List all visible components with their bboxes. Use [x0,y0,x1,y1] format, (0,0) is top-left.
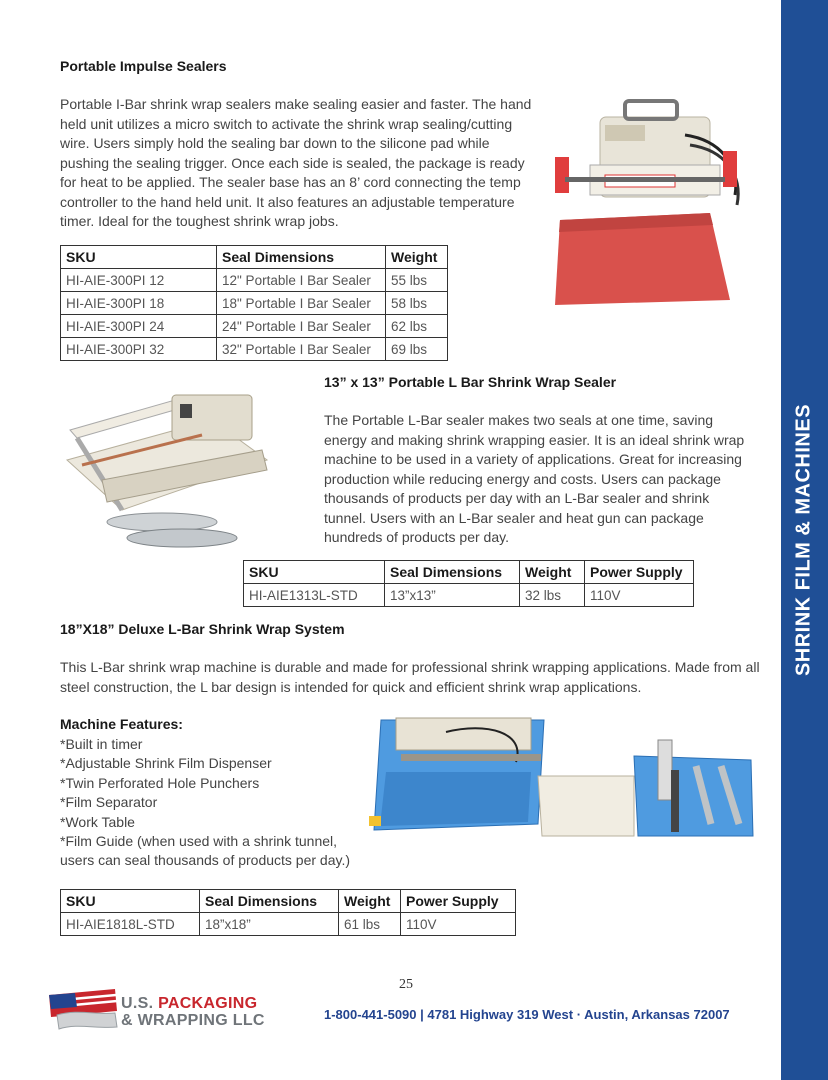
footer-contact: 1-800-441-5090 | 4781 Highway 319 West · Austin, Arkansas 72007 [324,1007,730,1022]
table-cell: 55 lbs [386,269,448,292]
table-row [244,584,694,607]
table-row [61,269,448,292]
table-header: SKU [61,246,217,269]
section-paragraph: This L-Bar shrink wrap machine is durable and made for professional shrink wrapping applications. Made from all steel construction, the L bar design is intended for quick and efficient shrink wrap applications. [60,659,760,695]
table-header: Power Supply [401,890,516,913]
logo-text-us: U.S. [121,995,159,1012]
list-item: *Film Separator [60,794,158,811]
section-paragraph: Portable I-Bar shrink wrap sealers make sealing easier and faster. The hand held unit utilizes a micro switch to activate the shrink wrap sealing/cutting wire. Users simply hold the sealing bar down to the silicone pad while pushing the sealing trigger. Once each side is sealed, the package is ready for heat to be applied. The sealer base has an 8’ cord connecting the temp controller to the hand held unit. It also features an adjustable temperature timer. Ideal for the toughest shrink wrap jobs. [60,96,532,229]
table-row [61,315,448,338]
section-title-portable-impulse-sealers: Portable Impulse Sealers [60,58,227,74]
table-cell: 58 lbs [386,292,448,315]
section-title-portable-l-bar-sealer: 13” x 13” Portable L Bar Shrink Wrap Sealer [324,374,617,390]
table-header: Seal Dimensions [217,246,386,269]
table-cell: HI-AIE1818L-STD [61,913,200,936]
spec-table-l-bar-18 [60,889,516,936]
table-cell: 110V [585,584,694,607]
list-item: *Work Table [60,813,135,830]
list-item: *Built in timer [60,736,143,752]
table-cell: HI-AIE-300PI 24 [61,315,217,338]
sidebar-label: SHRINK FILM & MACHINES [792,403,815,677]
table-cell: 12" Portable I Bar Sealer [217,269,386,292]
table-header: Weight [339,890,401,913]
features-title: Machine Features: [60,716,183,732]
table-cell: 62 lbs [386,315,448,338]
table-header: Seal Dimensions [200,890,339,913]
spec-table-impulse-sealers [60,245,448,361]
list-item: users can seal thousands of products per day.) [60,852,351,869]
table-cell: 110V [401,913,516,936]
table-cell: 13”x13” [385,584,520,607]
l-bar-sealer-image [62,390,282,550]
table-header: Weight [520,561,585,584]
table-cell: HI-AIE-300PI 18 [61,292,217,315]
spec-table-l-bar-13 [243,560,694,607]
deluxe-l-bar-system-image [366,712,758,844]
table-header: SKU [244,561,385,584]
table-cell: 61 lbs [339,913,401,936]
list-item: *Film Guide (when used with a shrink tunnel, [60,833,338,850]
logo-text-packaging: PACKAGING [158,995,258,1012]
list-item: *Twin Perforated Hole Punchers [60,774,260,791]
us-flag-logo-icon [47,985,119,1033]
logo-text-wrapping: & WRAPPING LLC [121,1012,265,1029]
company-logo-text [121,995,265,1029]
table-cell: 18" Portable I Bar Sealer [217,292,386,315]
table-header: Power Supply [585,561,694,584]
table-cell: 18”x18” [200,913,339,936]
table-header: Seal Dimensions [385,561,520,584]
table-cell: HI-AIE-300PI 12 [61,269,217,292]
table-header: Weight [386,246,448,269]
section-paragraph: The Portable L-Bar sealer makes two seals at one time, saving energy and making shrink wrapping easier. It is an ideal shrink wrap machine to be used in a variety of applications. Great for increasing production while reducing energy and costs. Users can package thousands of products per day with an L-Bar sealer and shrink tunnel. Users with an L-Bar sealer and heat gun can package hundreds of products per day. [324,412,745,545]
table-header: SKU [61,890,200,913]
portable-impulse-sealer-image [545,95,745,310]
section-title-deluxe-l-bar-system: 18”X18” Deluxe L-Bar Shrink Wrap System [60,621,345,637]
table-row [61,292,448,315]
features-list [60,735,370,871]
table-cell: 24" Portable I Bar Sealer [217,315,386,338]
table-cell: 32 lbs [520,584,585,607]
table-row [61,338,448,361]
list-item: *Adjustable Shrink Film Dispenser [60,755,272,772]
table-cell: 32" Portable I Bar Sealer [217,338,386,361]
table-row [61,913,516,936]
table-cell: HI-AIE-300PI 32 [61,338,217,361]
page-number: 25 [399,977,413,992]
table-cell: HI-AIE1313L-STD [244,584,385,607]
table-cell: 69 lbs [386,338,448,361]
